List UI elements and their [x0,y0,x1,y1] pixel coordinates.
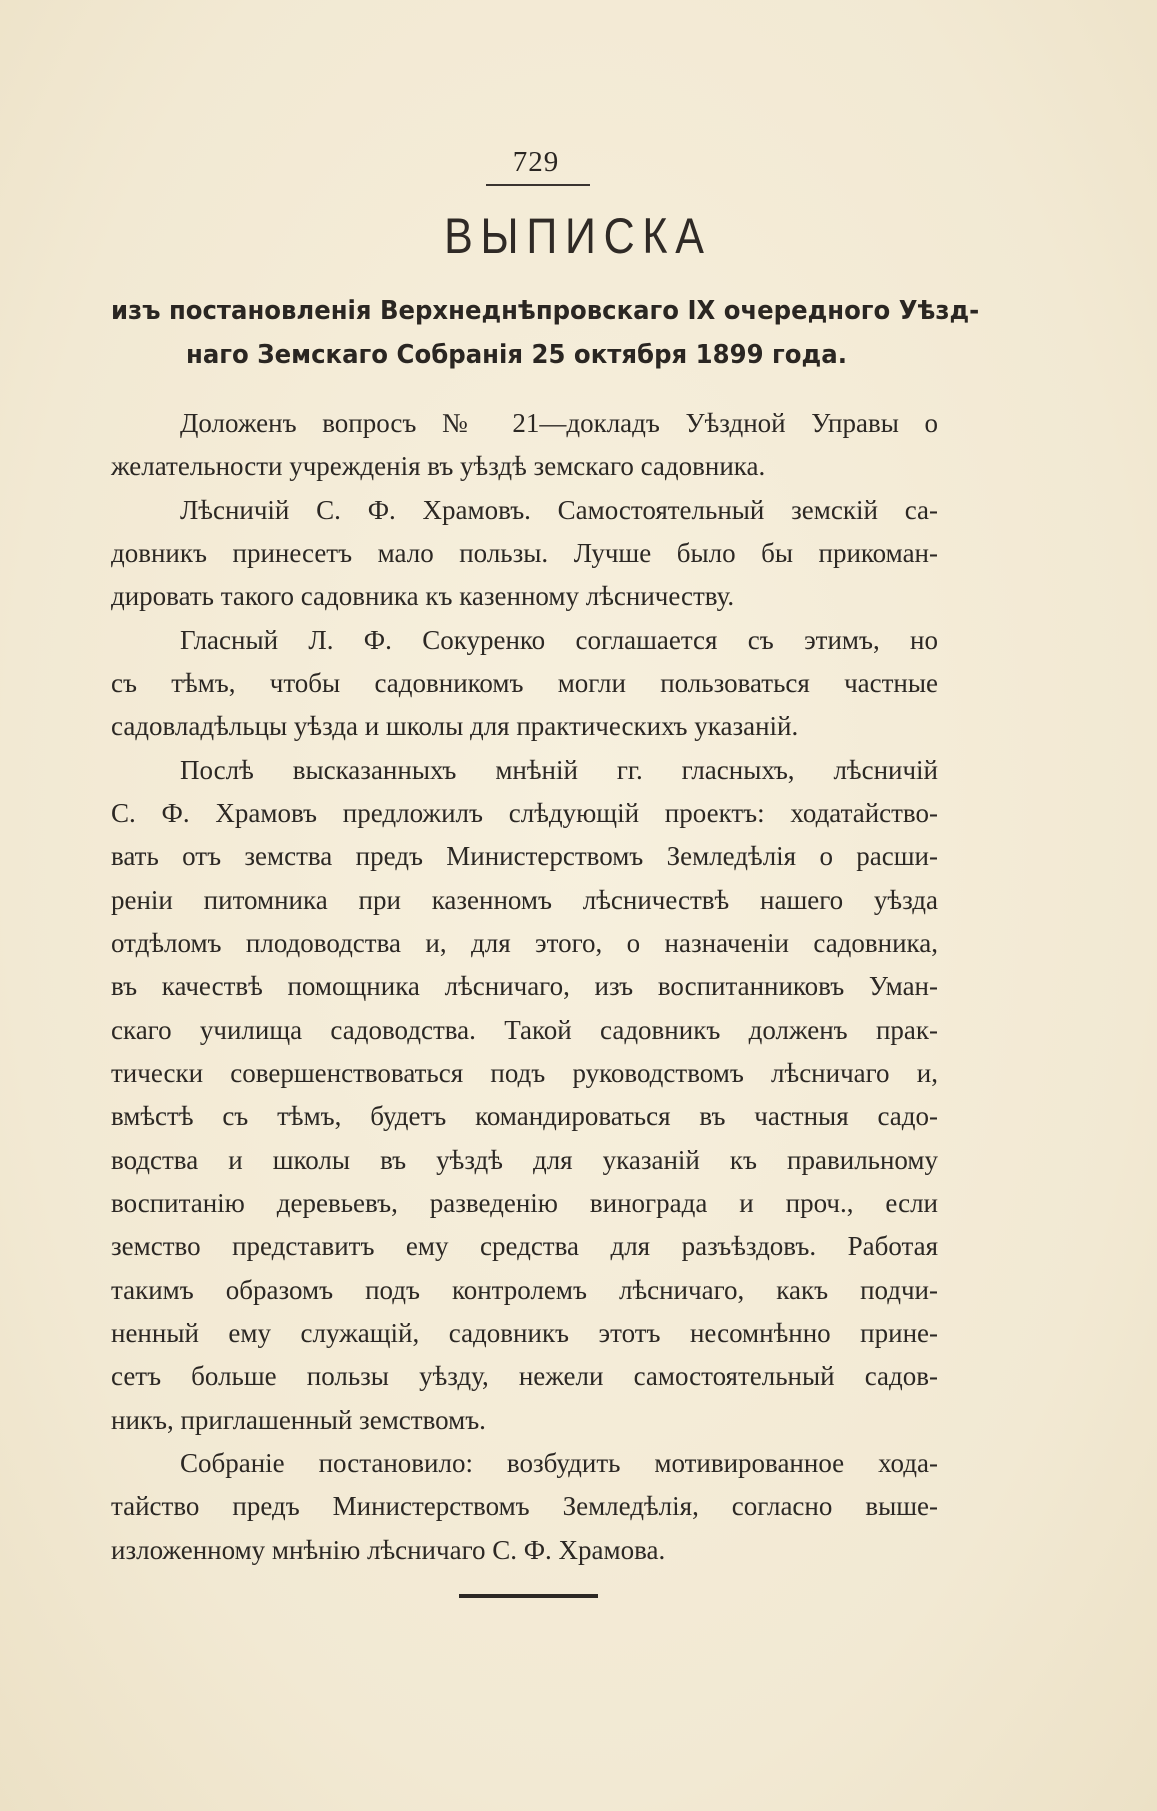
paragraph-line: тически совершенствоваться подъ руководствомъ лѣсничаго и, [111,1058,938,1088]
paragraph-line: водства и школы въ уѣздѣ для указаній къ правильному [111,1145,938,1175]
subtitle-line: изъ постановленія Верхнеднѣпровскаго IX очередного Уѣзд- [111,296,980,326]
paragraph-line: садовладѣльцы уѣзда и школы для практическихъ указаній. [111,711,799,741]
paragraph-line: вать отъ земства предъ Министерствомъ Земледѣлія о расши- [111,841,938,871]
paragraph-line: дировать такого садовника къ казенному лѣсничеству. [111,581,735,611]
paragraph-line: тайство предъ Министерствомъ Земледѣлія, согласно выше- [111,1491,938,1521]
paragraph-line: Лѣсничій С. Ф. Храмовъ. Самостоятельный земскій са- [180,495,938,525]
paragraph-line: съ тѣмъ, чтобы садовникомъ могли пользоваться частные [111,668,938,698]
paragraph-line: Гласный Л. Ф. Сокуренко соглашается съ этимъ, но [180,625,938,655]
paragraph-line: такимъ образомъ подъ контролемъ лѣсничаго, какъ подчи- [111,1275,938,1305]
document-title: ВЫПИСКА [444,208,712,264]
paragraph-line: реніи питомника при казенномъ лѣсничествѣ нашего уѣзда [111,885,938,915]
paragraph-line: воспитанію деревьевъ, разведенію винограда и проч., если [111,1188,938,1218]
subtitle-line: наго Земскаго Собранія 25 октября 1899 года. [186,340,847,370]
paragraph-line: Собраніе постановило: возбудить мотивированное хода- [180,1448,938,1478]
paragraph-line: довникъ принесетъ мало пользы. Лучше было бы прикоман- [111,538,938,568]
page-number: 729 [512,146,560,178]
paragraph-line: никъ, приглашенный земствомъ. [111,1405,486,1435]
paragraph-line: изложенному мнѣнію лѣсничаго С. Ф. Храмова. [111,1535,666,1565]
paragraph-line: земство представитъ ему средства для разъѣздовъ. Работая [111,1231,938,1261]
paragraph-line: Послѣ высказанныхъ мнѣній гг. гласныхъ, лѣсничій [180,755,938,785]
paragraph-line: скаго училища садоводства. Такой садовникъ долженъ прак- [111,1015,938,1045]
paragraph-line: въ качествѣ помощника лѣсничаго, изъ воспитанниковъ Уман- [111,971,938,1001]
paragraph-line: С. Ф. Храмовъ предложилъ слѣдующій проектъ: ходатайство- [111,798,938,828]
paragraph-line: ненный ему служащій, садовникъ этотъ несомнѣнно прине- [111,1318,938,1348]
page-number-rule [486,184,590,186]
paragraph-line: сетъ больше пользы уѣзду, нежели самостоятельный садов- [111,1361,938,1391]
paragraph-line: желательности учрежденія въ уѣздѣ земскаго садовника. [111,451,766,481]
paragraph-line: Доложенъ вопросъ № 21—докладъ Уѣздной Управы о [180,408,938,438]
paragraph-line: отдѣломъ плодоводства и, для этого, о назначеніи садовника, [111,928,938,958]
paragraph-line: вмѣстѣ съ тѣмъ, будетъ командироваться въ частныя садо- [111,1101,938,1131]
end-rule [459,1594,598,1598]
